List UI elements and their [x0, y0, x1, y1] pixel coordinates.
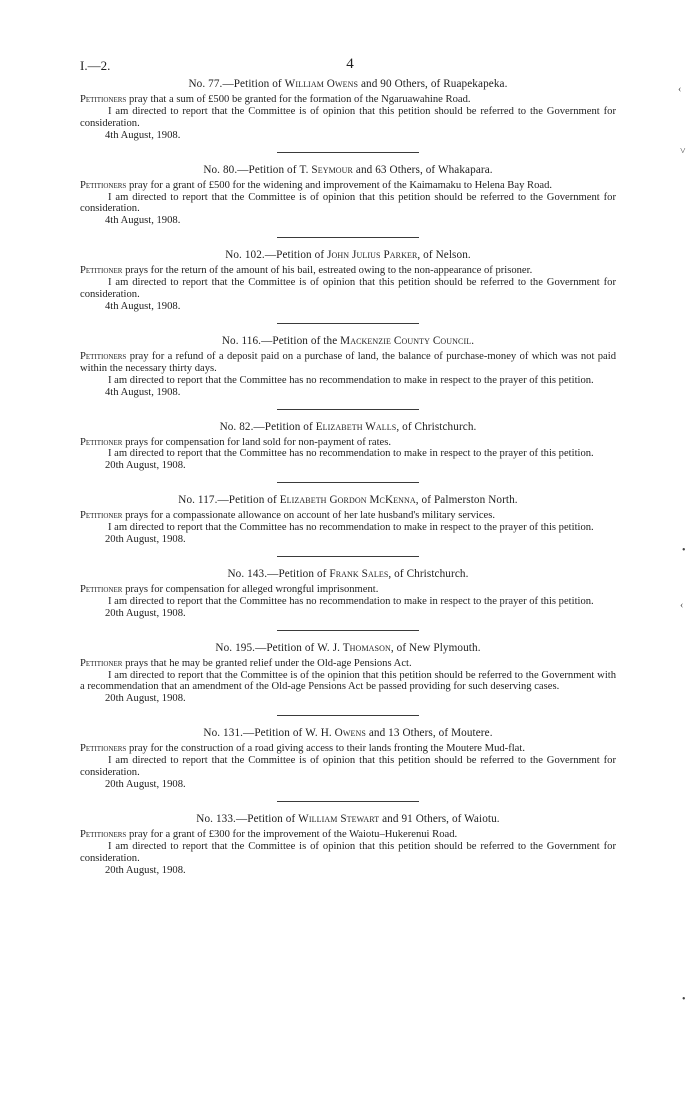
committee-report: I am directed to report that the Committee is of opinion that this petition should be referred to the Government for consideration. — [80, 755, 616, 779]
section-divider — [277, 237, 419, 238]
petition-title-prefix: —Petition of — [235, 812, 299, 825]
petition-title-suffix: and 63 Others, of Whakapara. — [352, 163, 493, 176]
petition-title — [80, 727, 616, 740]
petition-title — [80, 164, 616, 177]
section-divider — [277, 630, 419, 631]
report-date: 20th August, 1908. — [105, 534, 186, 546]
petition-title-suffix: . — [471, 334, 475, 347]
petition-title-prefix: —Petition of — [217, 494, 280, 507]
committee-report: I am directed to report that the Committee has no recommendation to make in respect to the prayer of this petition. — [108, 448, 594, 460]
page-reference: I.—2. — [80, 58, 111, 73]
petition-title — [80, 568, 616, 581]
petitioner-name: Elizabeth Gordon McKenna — [279, 494, 416, 507]
prayer-text: prays for compensation for land sold for non-payment of rates. — [122, 436, 392, 448]
petition-title-suffix: , of Nelson. — [417, 249, 471, 262]
petition-title — [80, 335, 616, 348]
petition-title-prefix: —Petition of — [237, 163, 300, 176]
prayer-text: prays for compensation for alleged wrongful imprisonment. — [122, 583, 379, 595]
petition-entry — [80, 78, 616, 153]
petitioner-name: William Stewart — [298, 812, 380, 825]
petitioner-lead: Petitioner — [80, 510, 123, 522]
petition-number: No. 116. — [221, 334, 262, 347]
report-date: 4th August, 1908. — [105, 215, 181, 227]
petitioner-lead: Petitioners — [80, 828, 127, 840]
petition-prayer — [80, 584, 616, 596]
petition-title-prefix: —Petition of — [264, 249, 328, 262]
petition-title — [80, 78, 616, 91]
prayer-text: prays for the return of the amount of his bail, estreated owing to the non-appearance of prisoner. — [122, 265, 533, 277]
petition-title — [80, 249, 616, 262]
petition-number: No. 77. — [188, 78, 223, 90]
section-divider — [277, 556, 419, 557]
petitioner-name: Frank Sales — [329, 567, 389, 580]
petition-title-suffix: and 90 Others, of Ruapekapeka. — [358, 78, 508, 90]
petitioner-lead: Petitioners — [80, 350, 127, 362]
prayer-text: prays that he may be granted relief under the Old-age Pensions Act. — [122, 657, 412, 669]
petitioner-name: W. J. Thomason — [317, 641, 391, 654]
running-head — [80, 58, 620, 74]
scan-mark: • — [682, 545, 686, 556]
petition-title-prefix: —Petition of — [243, 727, 306, 740]
petition-number: No. 117. — [178, 494, 218, 507]
petition-title-prefix: —Petition of — [253, 420, 316, 433]
section-divider — [277, 152, 419, 153]
petition-title-suffix: and 91 Others, of Waiotu. — [379, 812, 500, 825]
section-divider — [277, 323, 419, 324]
petition-title-prefix: —Petition of — [222, 78, 285, 90]
petition-title — [80, 421, 616, 434]
petition-list — [80, 78, 616, 888]
petition-entry — [80, 727, 616, 802]
petition-title-suffix: , of Christchurch. — [388, 567, 469, 580]
petition-entry — [80, 642, 616, 717]
petition-number: No. 195. — [215, 641, 256, 654]
petition-title — [80, 813, 616, 826]
petitioner-lead: Petitioner — [80, 583, 123, 595]
section-divider — [277, 715, 419, 716]
report-date: 20th August, 1908. — [105, 864, 186, 876]
prayer-text: pray for a grant of £300 for the improvement of the Waiotu–Hukerenui Road. — [126, 828, 458, 840]
section-divider — [277, 409, 419, 410]
petition-number: No. 82. — [219, 420, 254, 433]
petition-prayer — [80, 510, 616, 522]
petition-number: No. 102. — [225, 249, 265, 262]
scan-mark: ‹ — [678, 84, 682, 95]
petitioner-lead: Petitioners — [80, 179, 127, 191]
report-date: 20th August, 1908. — [105, 460, 186, 472]
committee-report: I am directed to report that the Committee is of opinion that this petition should be referred to the Government for consideration. — [80, 840, 616, 864]
petition-title-prefix: —Petition of the — [261, 334, 341, 347]
report-date: 4th August, 1908. — [105, 300, 181, 312]
scan-mark: ˅ — [680, 146, 686, 157]
petitioner-name: William Owens — [284, 78, 359, 90]
committee-report: I am directed to report that the Committee has no recommendation to make in respect to the prayer of this petition. — [108, 374, 594, 386]
petitioner-name: Mackenzie County Council — [340, 334, 472, 347]
petition-entry — [80, 164, 616, 239]
petitioner-lead: Petitioner — [80, 657, 123, 669]
petition-number: No. 143. — [227, 567, 268, 580]
prayer-text: pray for a grant of £500 for the widening and improvement of the Kaimamaku to Helena Bay Road. — [126, 179, 553, 191]
report-date: 20th August, 1908. — [105, 779, 186, 790]
petitioner-name: Elizabeth Walls — [315, 420, 397, 433]
petition-entry — [80, 568, 616, 631]
petition-entry — [80, 421, 616, 484]
scan-mark: • — [682, 994, 686, 1005]
petition-title — [80, 642, 616, 655]
petition-prayer — [80, 265, 616, 277]
petition-entry — [80, 494, 616, 557]
prayer-text: pray that a sum of £500 be granted for the formation of the Ngaruawahine Road. — [126, 94, 471, 105]
petition-entry — [80, 813, 616, 877]
petition-prayer — [80, 351, 616, 375]
petitioner-lead: Petitioners — [80, 743, 127, 755]
petitioner-name: W. H. Owens — [305, 727, 366, 740]
petition-prayer — [80, 180, 616, 192]
petition-title-suffix: and 13 Others, of Moutere. — [365, 727, 493, 740]
petition-number: No. 131. — [203, 727, 244, 740]
petition-prayer — [80, 437, 616, 449]
scan-mark: ‹ — [680, 600, 684, 611]
petitioner-name: T. Seymour — [299, 163, 353, 176]
page-number: 4 — [346, 56, 354, 72]
committee-report: I am directed to report that the Committee is of opinion that this petition should be referred to the Government for consideration. — [80, 105, 616, 129]
petition-title-suffix: , of New Plymouth. — [390, 641, 481, 654]
committee-report: I am directed to report that the Committee has no recommendation to make in respect to the prayer of this petition. — [108, 522, 594, 534]
petition-title-prefix: —Petition of — [255, 641, 318, 654]
petition-title-prefix: —Petition of — [267, 567, 330, 580]
prayer-text: pray for the construction of a road giving access to their lands fronting the Moutere Mud-flat. — [126, 743, 525, 755]
report-date: 4th August, 1908. — [105, 129, 181, 141]
committee-report: I am directed to report that the Committee has no recommendation to make in respect to the prayer of this petition. — [108, 595, 594, 607]
report-date: 4th August, 1908. — [105, 386, 181, 398]
petitioner-lead: Petitioner — [80, 265, 123, 277]
petition-entry — [80, 249, 616, 324]
petitioner-name: John Julius Parker — [327, 249, 418, 262]
petition-title-suffix: , of Palmerston North. — [415, 494, 518, 507]
petition-prayer — [80, 658, 616, 670]
petition-number: No. 80. — [203, 163, 238, 176]
committee-report: I am directed to report that the Committee is of opinion that this petition should be referred to the Government for consideration. — [80, 191, 616, 215]
petition-title-suffix: , of Christchurch. — [396, 420, 477, 433]
prayer-text: pray for a refund of a deposit paid on a purchase of land, the balance of purchase-money of which was not paid within the necessary thirty days. — [80, 350, 616, 374]
committee-report: I am directed to report that the Committee is of the opinion that this petition should be referred to the Government with a recommendation that an amendment of the Old-age Pensions Act be passed providing for such deserving cases. — [80, 669, 616, 693]
petition-prayer — [80, 829, 616, 841]
petition-title — [80, 494, 616, 507]
report-date: 20th August, 1908. — [105, 693, 186, 705]
committee-report: I am directed to report that the Committee is of opinion that this petition should be referred to the Government for consideration. — [80, 277, 616, 301]
petition-prayer — [80, 94, 616, 106]
section-divider — [277, 801, 419, 802]
petition-prayer — [80, 743, 616, 755]
prayer-text: prays for a compassionate allowance on account of her late husband's military services. — [122, 510, 495, 522]
report-date: 20th August, 1908. — [105, 607, 186, 619]
petitioner-lead: Petitioner — [80, 436, 123, 448]
petition-number: No. 133. — [196, 812, 236, 825]
petitioner-lead: Petitioners — [80, 94, 127, 105]
petition-entry — [80, 335, 616, 410]
section-divider — [277, 482, 419, 483]
